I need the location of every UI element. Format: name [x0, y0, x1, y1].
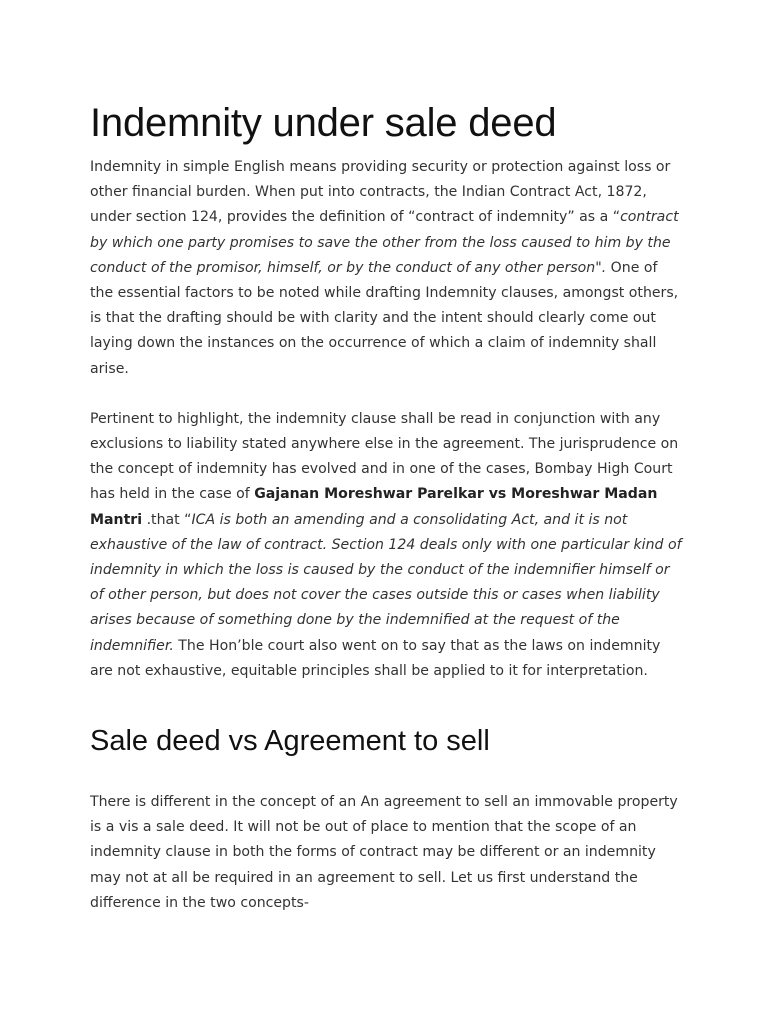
- court-quote: ICA is both an amending and a consolidating Act, and it is not exhaustive of the law of contract. Section 124 deals only with one particular kind of indemnity in which the loss is caused by the conduct of the indemnifier himself or of other person, but does not cover the cases outside this or cases when liability arises because of something done by the indemnified at the request of the indemnifier.: [90, 511, 682, 654]
- document-page: [90, 96, 682, 916]
- section-heading: Sale deed vs Agreement to sell: [90, 725, 490, 758]
- paragraph-sale-deed-intro: There is different in the concept of an An agreement to sell an immovable property is a vis a sale deed. It will not be out of place to mention that the scope of an indemnity clause in both the forms of contract may be different or an indemnity may not at all be required in an agreement to sell. Let us first understand the difference in the two concepts-: [90, 794, 678, 911]
- page-title: Indemnity under sale deed: [90, 101, 557, 145]
- paragraph-text: .that “: [142, 511, 192, 528]
- case-name: Gajanan Moreshwar Parelkar vs Moreshwar Madan Mantri: [90, 486, 658, 528]
- paragraph-text: One of the essential factors to be noted while drafting Indemnity clauses, amongst others, is that the drafting should be with clarity and the intent should clearly come out laying down the instances on the occurrence of which a claim of indemnity shall arise.: [90, 259, 679, 377]
- paragraph-text: Pertinent to highlight, the indemnity clause shall be read in conjunction with any exclusions to liability stated anywhere else in the agreement. The jurisprudence on the concept of indemnity has evolved and in one of the cases, Bombay High Court has held in the case of: [90, 410, 679, 503]
- paragraph-indemnity-definition: [90, 155, 682, 382]
- paragraph-text: The Hon’ble court also went on to say that as the laws on indemnity are not exhaustive, equitable principles shall be applied to it for interpretation.: [90, 637, 661, 679]
- paragraph-case-law: [90, 407, 682, 684]
- paragraph-text: Indemnity in simple English means providing security or protection against loss or other financial burden. When put into contracts, the Indian Contract Act, 1872, under section 124, provides the definition of “contract of indemnity” as a “: [90, 159, 671, 226]
- statutory-quote: contract by which one party promises to save the other from the loss caused to him by the conduct of the promisor, himself, or by the conduct of any other person".: [90, 209, 679, 276]
